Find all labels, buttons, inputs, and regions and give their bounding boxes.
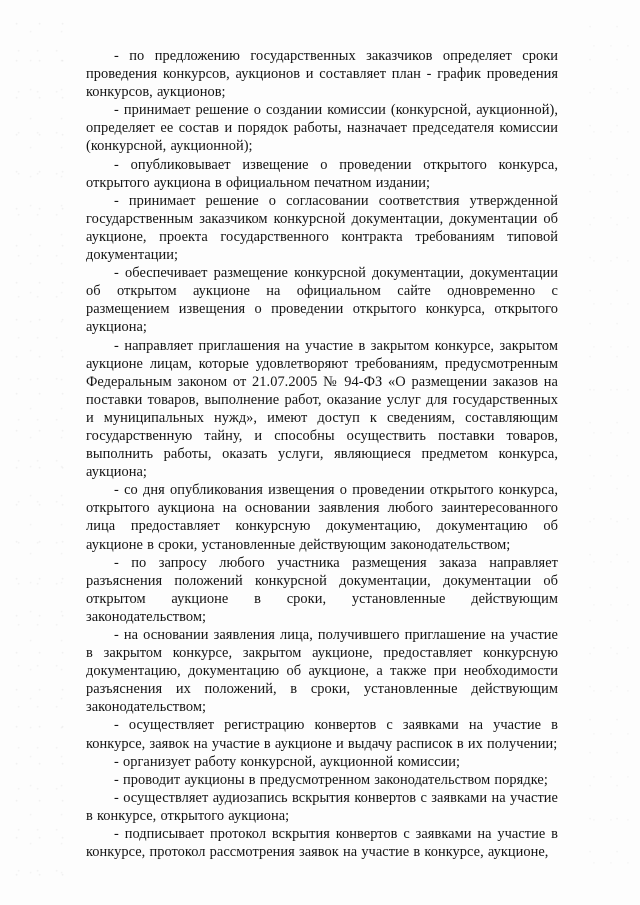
paragraph-commission: - принимает решение о создании комиссии (конкурсной, аукционной), определяет ее состав и порядок работы, назначает председателя комиссии (конкурсной, аукционной); bbox=[86, 102, 558, 155]
scan-noise-right bbox=[582, 20, 632, 880]
document-body bbox=[86, 47, 558, 861]
paragraph-website: - обеспечивает размещение конкурсной документации, документации об открытом аукционе на официальном сайте одновременно с размещением извещения о проведении открытого конкурса, открытого аукциона; bbox=[86, 265, 558, 336]
paragraph-invitations: - направляет приглашения на участие в закрытом конкурсе, закрытом аукционе лицам, которые удовлетворяют требованиям, предусмотренным Федеральным законом от 21.07.2005 № 94-ФЗ «О размещении заказов на поставки товаров, выполнение работ, оказание услуг для государственных и муниципальных нужд», имеют доступ к сведениям, составляющим государственную тайну, и способны осуществить поставки товаров, выполнить работы, оказать услуги, являющиеся предметом конкурса, аукциона; bbox=[86, 337, 558, 481]
paragraph-clarifications: - по запросу любого участника размещения заказа направляет разъяснения положений конкурсной документации, документации об открытом аукционе в сроки, установленные действующим законодательством; bbox=[86, 554, 558, 625]
paragraph-provide-docs: - со дня опубликования извещения о проведении открытого конкурса, открытого аукциона на основании заявления любого заинтересованного лица предоставляет конкурсную документацию, документацию об аукционе в сроки, установленные действующим законодательством; bbox=[86, 482, 558, 553]
paragraph-organize: - организует работу конкурсной, аукционной комиссии; bbox=[114, 753, 461, 770]
paragraph-closed-tender-docs: - на основании заявления лица, получившего приглашение на участие в закрытом конкурсе, закрытом аукционе, предоставляет конкурсную документацию, документацию об аукционе, а также при необходимости разъяснения их положений, в сроки, установленные действующим законодательством; bbox=[86, 627, 558, 716]
paragraph-registration: - осуществляет регистрацию конвертов с заявками на участие в конкурсе, заявок на участие в аукционе и выдачу расписок в их получении; bbox=[86, 717, 558, 752]
paragraph-protocols: - подписывает протокол вскрытия конвертов с заявками на участие в конкурсе, протокол рассмотрения заявок на участие в конкурсе, аукционе, bbox=[86, 826, 558, 861]
paragraph-schedule: - по предложению государственных заказчиков определяет сроки проведения конкурсов, аукционов и составляет план - график проведения конкурсов, аукционов; bbox=[86, 48, 558, 101]
paragraph-audio-record: - осуществляет аудиозапись вскрытия конвертов с заявками на участие в конкурсе, открытого аукциона; bbox=[86, 789, 558, 824]
paragraph-approval: - принимает решение о согласовании соответствия утвержденной государственным заказчиком конкурсной документации, документации об аукционе, проекта государственного контракта требованиям типовой документации; bbox=[86, 192, 558, 264]
paragraph-publish-notice: - опубликовывает извещение о проведении открытого конкурса, открытого аукциона в официальном печатном издании; bbox=[86, 156, 558, 191]
paragraph-auctions: - проводит аукционы в предусмотренном законодательством порядке; bbox=[114, 771, 548, 788]
scan-noise-left bbox=[12, 20, 72, 880]
